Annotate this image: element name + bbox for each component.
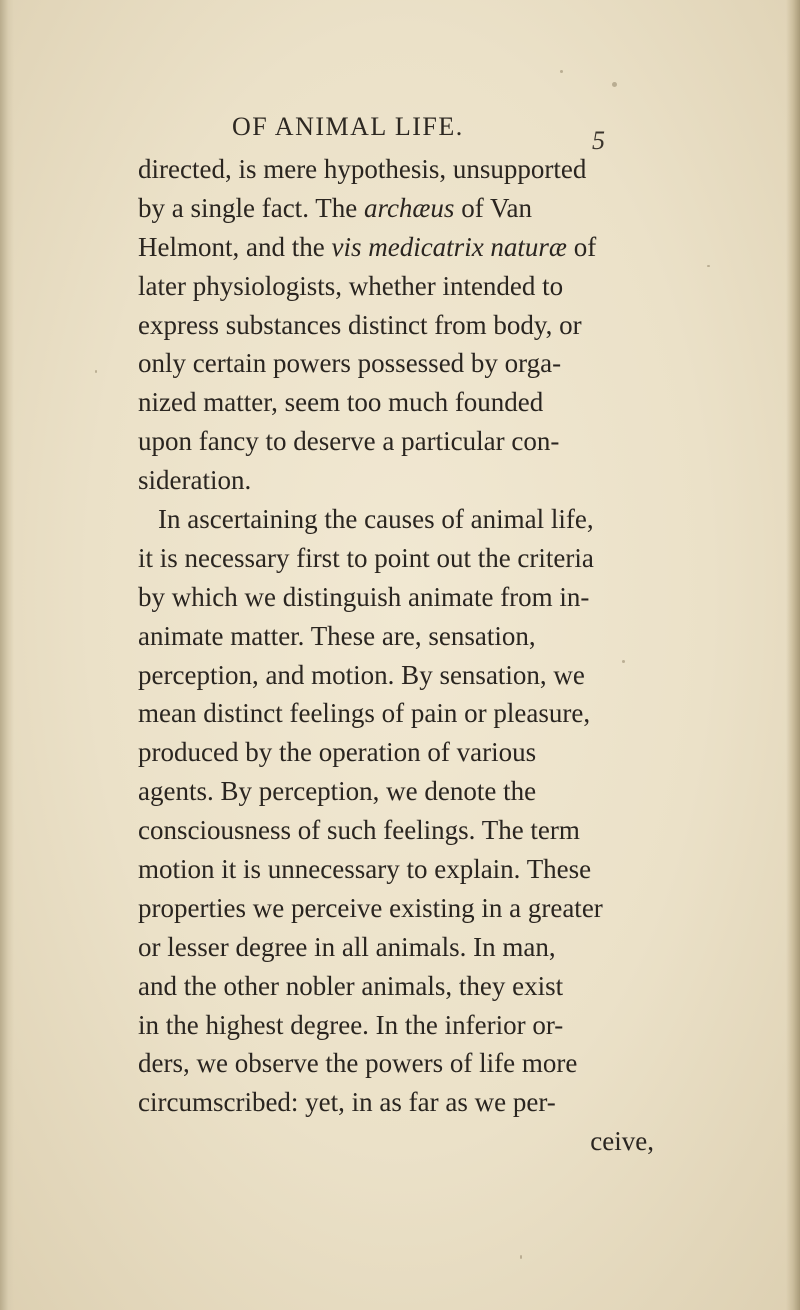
body-text bbox=[138, 150, 658, 1161]
text-line: mean distinct feelings of pain or pleasure, bbox=[138, 698, 591, 729]
text-segment: by a single fact. The bbox=[138, 192, 364, 223]
text-line: produced by the operation of various bbox=[138, 737, 537, 768]
text-line: in the highest degree. In the inferior or- bbox=[138, 1009, 564, 1040]
catchword: ceive, bbox=[590, 1126, 654, 1157]
text-line: circumscribed: yet, in as far as we per- bbox=[138, 1087, 556, 1118]
italic-term-vis-medicatrix: vis medicatrix naturæ bbox=[331, 231, 567, 262]
text-line: express substances distinct from body, or bbox=[138, 309, 582, 340]
text-line: and the other nobler animals, they exist bbox=[138, 970, 564, 1001]
text-line: animate matter. These are, sensation, bbox=[138, 620, 536, 651]
text-line: properties we perceive existing in a greater bbox=[138, 892, 603, 923]
paragraph-start-line: In ascertaining the causes of animal life, bbox=[158, 504, 594, 535]
text-line: sideration. bbox=[138, 465, 252, 496]
text-line: motion it is unnecessary to explain. These bbox=[138, 854, 592, 885]
text-line: directed, is mere hypothesis, unsupported bbox=[138, 154, 587, 184]
text-line: only certain powers possessed by orga- bbox=[138, 348, 562, 379]
text-line: or lesser degree in all animals. In man, bbox=[138, 931, 556, 962]
italic-term-archaeus: archæus bbox=[363, 192, 455, 223]
text-line: ders, we observe the powers of life more bbox=[138, 1048, 578, 1079]
text-segment: of bbox=[566, 231, 597, 262]
text-segment: Helmont, and the bbox=[138, 231, 332, 262]
text-line: later physiologists, whether intended to bbox=[138, 270, 564, 301]
text-line: by which we distinguish animate from in- bbox=[138, 581, 590, 612]
page-number: 5 bbox=[592, 126, 605, 155]
text-line: perception, and motion. By sensation, we bbox=[138, 659, 585, 690]
text-line bbox=[138, 189, 658, 228]
text-line: consciousness of such feelings. The term bbox=[138, 815, 580, 846]
running-title: OF ANIMAL LIFE. bbox=[232, 112, 464, 141]
page-gutter-shadow bbox=[0, 0, 14, 1310]
text-segment: of Van bbox=[454, 192, 532, 223]
text-line: it is necessary first to point out the criteria bbox=[138, 542, 594, 573]
text-line: upon fancy to deserve a particular con- bbox=[138, 426, 560, 457]
text-line bbox=[138, 228, 658, 267]
text-line: nized matter, seem too much founded bbox=[138, 387, 544, 418]
page-edge-shadow bbox=[786, 0, 800, 1310]
text-line: agents. By perception, we denote the bbox=[138, 776, 537, 807]
running-head bbox=[0, 112, 800, 155]
